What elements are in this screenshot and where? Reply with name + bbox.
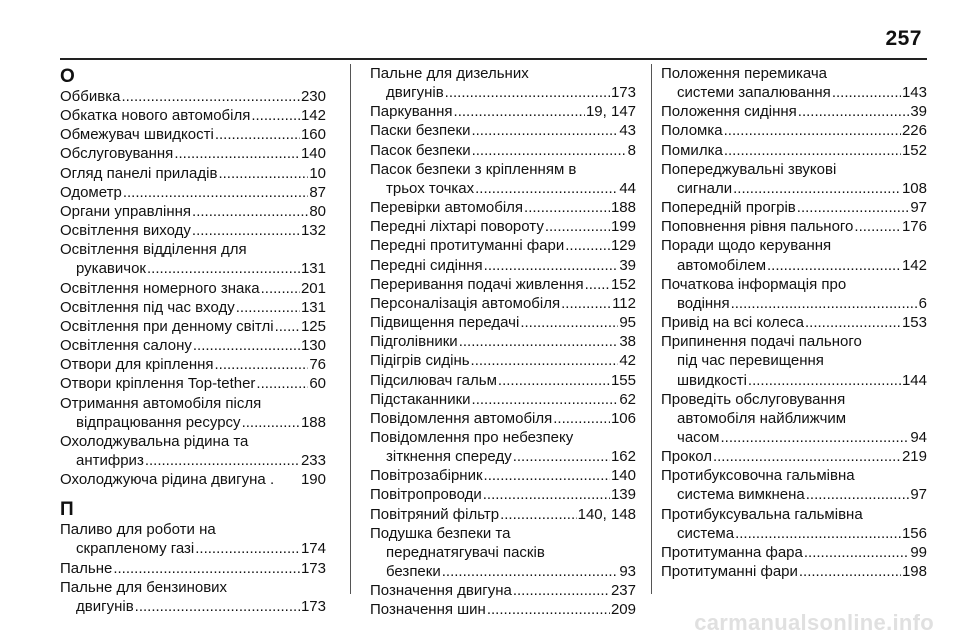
index-page-ref: 38 (619, 333, 636, 351)
index-entry (370, 294, 636, 313)
index-entry-text: Протибуксувальна гальмівна (661, 505, 863, 523)
index-page-ref: 95 (619, 314, 636, 332)
index-entry-text: двигунів (76, 597, 134, 615)
index-entry-text: відпрацювання ресурсу (76, 413, 241, 431)
index-entry-text: Пальне для бензинових (60, 578, 228, 596)
dot-leader (174, 144, 300, 163)
index-page-ref: 190 (300, 471, 326, 489)
index-entry-text: Протитуманні фари (661, 563, 798, 581)
index-page-ref: 142 (901, 256, 927, 274)
index-page-ref: 155 (610, 371, 636, 389)
dot-leader (733, 179, 901, 198)
index-entry (661, 390, 927, 447)
index-entry-text: швидкості (677, 371, 747, 389)
index-entry-text: Повідомлення про небезпеку (370, 428, 574, 446)
dot-leader (748, 371, 901, 390)
dot-leader (500, 505, 577, 524)
index-page-ref: 43 (619, 122, 636, 140)
index-entry-text: часом (677, 428, 720, 446)
index-entry-text: Підстаканники (370, 390, 471, 408)
index-entry-text: Повідомлення автомобіля (370, 409, 553, 427)
index-entry-text: Огляд панелі приладів (60, 164, 218, 182)
index-page-ref: 94 (910, 428, 927, 446)
dot-leader (113, 559, 300, 578)
index-entry-text: Пасок безпеки з кріпленням в (370, 160, 577, 178)
index-entry (60, 164, 326, 183)
index-letter-heading: О (60, 66, 75, 87)
dot-leader (472, 141, 627, 160)
dot-leader (256, 374, 308, 393)
index-entry (370, 581, 636, 600)
index-entry (370, 351, 636, 370)
column-divider (651, 64, 652, 594)
index-entry-text: Освітлення номерного знака (60, 279, 260, 297)
dot-leader (483, 485, 610, 504)
page-number: 257 (885, 27, 922, 50)
index-entry-text: система вимкнена (677, 486, 805, 504)
index-entry-text: Протибуксовочна гальмівна (661, 467, 855, 485)
index-entry (60, 106, 326, 125)
index-entry-text: Пальне для дизельних (370, 65, 529, 82)
index-entry-text: Охолоджувальна рідина та (60, 432, 249, 450)
index-page-ref: 174 (300, 540, 326, 558)
index-entry (60, 240, 326, 278)
index-entry (661, 121, 927, 140)
index-entry (60, 470, 326, 489)
dot-leader (731, 294, 918, 313)
index-page-ref: 233 (300, 451, 326, 469)
dot-leader (799, 562, 901, 581)
index-entry-text: Персоналізація автомобіля (370, 294, 561, 312)
index-entry (661, 505, 927, 543)
index-entry (370, 600, 636, 619)
index-letter-heading: П (60, 499, 74, 521)
index-entry-text: скрапленому газі (76, 540, 195, 558)
index-entry-text: Початкова інформація про (661, 275, 847, 293)
dot-leader (854, 217, 901, 236)
index-entry (370, 485, 636, 504)
index-column-1 (60, 64, 326, 616)
dot-leader (236, 298, 300, 317)
index-page-ref: 173 (300, 559, 326, 577)
index-entry-text: водіння (677, 294, 730, 312)
index-entry-text: Протитуманна фара (661, 543, 803, 561)
index-entry (60, 394, 326, 432)
index-page-ref: 156 (901, 524, 927, 542)
dot-leader (242, 413, 300, 432)
index-page-ref: 201 (300, 279, 326, 297)
dot-leader (193, 336, 300, 355)
dot-leader (471, 121, 618, 140)
index-page-ref: 152 (901, 141, 927, 159)
dot-leader (797, 198, 910, 217)
index-entry (370, 275, 636, 294)
index-page-ref: 132 (300, 222, 326, 240)
index-entry-text: Паркування (370, 103, 453, 121)
index-entry-text: Позначення шин (370, 601, 486, 619)
dot-leader (487, 600, 610, 619)
index-entry-text: Паски безпеки (370, 122, 471, 140)
index-entry (60, 432, 326, 470)
dot-leader (147, 259, 300, 278)
index-page-ref: 152 (610, 275, 636, 293)
index-entry-text: система (677, 524, 735, 542)
index-page-ref: 226 (901, 122, 927, 140)
dot-leader (798, 102, 910, 121)
index-entry-text: Передні сидіння (370, 256, 483, 274)
dot-leader (520, 313, 618, 332)
index-page-ref: 143 (901, 84, 927, 102)
index-entry (370, 217, 636, 236)
index-entry-text: автомобілем (677, 256, 767, 274)
index-page-ref: 6 (918, 294, 927, 312)
index-entry (661, 141, 927, 160)
index-entry-text: сигнали (677, 179, 733, 197)
index-page-ref: 142 (300, 107, 326, 125)
index-entry (370, 313, 636, 332)
dot-leader (585, 275, 610, 294)
dot-leader (804, 543, 909, 562)
index-entry (370, 466, 636, 485)
index-entry (60, 144, 326, 163)
index-page-ref: 125 (300, 317, 326, 335)
index-entry-text: Пасок безпеки (370, 141, 471, 159)
index-entry-text: Подушка безпеки та (370, 524, 511, 542)
index-entry-text: Положення перемикача (661, 65, 828, 82)
index-entry (661, 275, 927, 313)
index-entry (60, 87, 326, 106)
dot-leader (454, 102, 585, 121)
index-page-ref: 87 (309, 183, 326, 201)
dot-leader (484, 256, 619, 275)
dot-leader (192, 202, 308, 221)
index-entry-text: Освітлення під час входу (60, 298, 235, 316)
index-entry-text: Прокол (661, 448, 712, 466)
index-entry-text: Підвищення передачі (370, 314, 520, 332)
index-entry-text: Повітряний фільтр (370, 505, 500, 523)
index-entry (370, 409, 636, 428)
dot-leader (484, 466, 610, 485)
dot-leader (445, 83, 610, 102)
index-entry (60, 298, 326, 317)
index-entry (370, 332, 636, 351)
index-entry-text: Охолоджуюча рідина двигуна . (60, 471, 275, 489)
index-entry-text: Попереджувальні звукові (661, 160, 837, 178)
index-entry-text: Проведіть обслуговування (661, 390, 846, 408)
index-entry-text: Отвори кріплення Top-tether (60, 375, 256, 393)
index-page-ref: 8 (627, 141, 636, 159)
index-entry (370, 524, 636, 581)
index-entry (370, 505, 636, 524)
dot-leader (471, 351, 619, 370)
dot-leader (806, 485, 910, 504)
index-entry-text: Повітропроводи (370, 486, 482, 504)
index-entry-text: Отримання автомобіля після (60, 394, 262, 412)
index-entry (370, 236, 636, 255)
index-entry-text: Паливо для роботи на (60, 521, 216, 539)
index-page-ref: 131 (300, 298, 326, 316)
index-entry (370, 64, 636, 102)
index-entry-text: Помилка (661, 141, 723, 159)
index-entry-text: Передні протитуманні фари (370, 237, 565, 255)
index-page-ref: 44 (619, 179, 636, 197)
index-entry (370, 160, 636, 198)
index-entry (60, 125, 326, 144)
index-entry-text: Привід на всі колеса (661, 314, 804, 332)
index-entry (661, 332, 927, 389)
dot-leader (724, 141, 901, 160)
index-page-ref: 106 (610, 409, 636, 427)
index-page-ref: 139 (610, 486, 636, 504)
index-entry-text: Освітлення салону (60, 337, 192, 355)
index-entry (370, 198, 636, 217)
index-page-ref: 93 (619, 563, 636, 581)
index-page-ref: 99 (910, 543, 927, 561)
index-entry-text: Припинення подачі пального (661, 333, 862, 351)
index-entry (370, 141, 636, 160)
index-entry-text: Поради щодо керування (661, 237, 832, 255)
index-page-ref: 80 (309, 202, 326, 220)
index-entry-text: рукавичок (76, 260, 146, 278)
dot-leader (218, 164, 308, 183)
index-page-ref: 188 (610, 199, 636, 217)
index-entry (60, 317, 326, 336)
index-page-ref: 39 (619, 256, 636, 274)
index-page-ref: 176 (901, 218, 927, 236)
index-page-ref: 97 (910, 486, 927, 504)
index-page-ref: 199 (610, 218, 636, 236)
index-entry-text: Обслуговування (60, 145, 174, 163)
index-page-ref: 209 (610, 601, 636, 619)
dot-leader (720, 428, 909, 447)
dot-leader (832, 83, 901, 102)
index-entry (60, 221, 326, 240)
dot-leader (192, 221, 300, 240)
dot-leader (123, 183, 309, 202)
dot-leader (215, 355, 309, 374)
index-entry (60, 336, 326, 355)
dot-leader (735, 524, 901, 543)
index-entry (661, 102, 927, 121)
dot-leader (251, 106, 300, 125)
index-entry-text: Передні ліхтарі повороту (370, 218, 544, 236)
index-page-ref: 153 (901, 314, 927, 332)
index-entry-text: Переривання подачі живлення (370, 275, 584, 293)
index-entry-text: зіткнення спереду (386, 448, 512, 466)
dot-leader (545, 217, 610, 236)
dot-leader (145, 451, 300, 470)
index-entry-text: Одометр (60, 183, 122, 201)
index-entry (370, 390, 636, 409)
index-entry-text: Освітлення виходу (60, 222, 191, 240)
index-column-2 (370, 64, 636, 620)
index-page-ref: 10 (309, 164, 326, 182)
dot-leader (498, 371, 610, 390)
index-page-ref: 60 (309, 375, 326, 393)
dot-leader (475, 179, 618, 198)
index-entry-text: Позначення двигуна (370, 582, 512, 600)
index-page-ref: 144 (901, 371, 927, 389)
index-entry (60, 202, 326, 221)
index-entry-text: під час перевищення (677, 352, 824, 370)
index-page-ref: 173 (300, 597, 326, 615)
index-page-ref: 39 (910, 103, 927, 121)
index-entry (370, 256, 636, 275)
index-entry (370, 121, 636, 140)
index-entry-text: Повітрозабірник (370, 467, 483, 485)
dot-leader (553, 409, 610, 428)
index-page-ref: 188 (300, 413, 326, 431)
index-entry-text: Попередній прогрів (661, 199, 796, 217)
watermark: carmanualsonline.info (694, 610, 934, 635)
dot-leader (135, 597, 300, 616)
index-entry (60, 520, 326, 558)
dot-leader (513, 447, 610, 466)
index-page-ref: 230 (300, 88, 326, 105)
index-page-ref: 112 (612, 294, 636, 312)
index-entry (661, 562, 927, 581)
dot-leader (524, 198, 610, 217)
index-page-ref: 19, 147 (585, 103, 636, 121)
index-page-ref: 198 (901, 563, 927, 581)
dot-leader (459, 332, 619, 351)
dot-leader (561, 294, 611, 313)
index-entry-text: Обмежувач швидкості (60, 126, 214, 144)
index-entry-text: Поповнення рівня пального (661, 218, 854, 236)
dot-leader (195, 539, 300, 558)
index-entry (661, 64, 927, 102)
index-entry-text: Освітлення при денному світлі (60, 317, 274, 335)
index-page-ref: 97 (910, 199, 927, 217)
index-entry (661, 160, 927, 198)
index-entry-text: Обкатка нового автомобіля (60, 107, 251, 125)
index-entry-text: автомобіля найближчим (677, 409, 847, 427)
index-entry-text: Перевірки автомобіля (370, 199, 524, 217)
index-entry-text: Органи управління (60, 202, 192, 220)
index-entry-text: безпеки (386, 563, 441, 581)
header-rule (60, 58, 927, 60)
index-entry (370, 428, 636, 466)
index-entry-text: Поломка (661, 122, 723, 140)
index-entry (60, 279, 326, 298)
index-entry-text: Отвори для кріплення (60, 356, 214, 374)
column-divider (350, 64, 351, 594)
index-entry (661, 313, 927, 332)
index-column-3 (661, 64, 927, 581)
index-page-ref: 131 (300, 260, 326, 278)
index-entry-text: трьох точках (386, 179, 475, 197)
index-page-ref: 140, 148 (577, 505, 636, 523)
index-entry (60, 355, 326, 374)
index-entry (661, 236, 927, 274)
dot-leader (275, 317, 300, 336)
dot-leader (261, 279, 300, 298)
index-entry-text: Пальне (60, 559, 113, 577)
index-entry (60, 183, 326, 202)
index-entry (60, 578, 326, 616)
index-entry-text: Підсилювач гальм (370, 371, 497, 389)
index-entry (661, 447, 927, 466)
index-entry-text: Положення сидіння (661, 103, 797, 121)
index-entry (661, 543, 927, 562)
index-entry-text: двигунів (386, 84, 444, 102)
index-entry (370, 102, 636, 121)
index-entry (60, 374, 326, 393)
index-page-ref: 130 (300, 337, 326, 355)
index-entry-text: переднатягувачі пасків (386, 543, 545, 561)
index-page-ref: 108 (901, 179, 927, 197)
index-entry-text: системи запалювання (677, 84, 831, 102)
index-entry-text: Підігрів сидінь (370, 352, 470, 370)
dot-leader (805, 313, 901, 332)
index-page-ref: 140 (300, 145, 326, 163)
dot-leader (724, 121, 901, 140)
dot-leader (713, 447, 901, 466)
index-page-ref: 140 (610, 467, 636, 485)
index-page-ref: 237 (610, 582, 636, 600)
dot-leader (767, 256, 901, 275)
dot-leader (472, 390, 619, 409)
index-entry-text: Освітлення відділення для (60, 241, 247, 259)
index-entry (370, 371, 636, 390)
index-entry (661, 466, 927, 504)
dot-leader (121, 87, 300, 106)
index-entry (661, 198, 927, 217)
index-page-ref: 62 (619, 390, 636, 408)
dot-leader (215, 125, 300, 144)
index-entry-text: Оббивка (60, 88, 121, 105)
dot-leader (565, 236, 610, 255)
index-page-ref: 173 (610, 84, 636, 102)
dot-leader (442, 562, 619, 581)
dot-leader (513, 581, 610, 600)
index-page-ref: 129 (610, 237, 636, 255)
index-entry-text: Підголівники (370, 333, 458, 351)
index-page-ref: 219 (901, 448, 927, 466)
index-entry (60, 559, 326, 578)
index-page-ref: 42 (619, 352, 636, 370)
index-entry (661, 217, 927, 236)
index-page-ref: 162 (610, 448, 636, 466)
index-page-ref: 160 (300, 126, 326, 144)
index-page-ref: 76 (309, 356, 326, 374)
index-entry-text: антифриз (76, 451, 144, 469)
